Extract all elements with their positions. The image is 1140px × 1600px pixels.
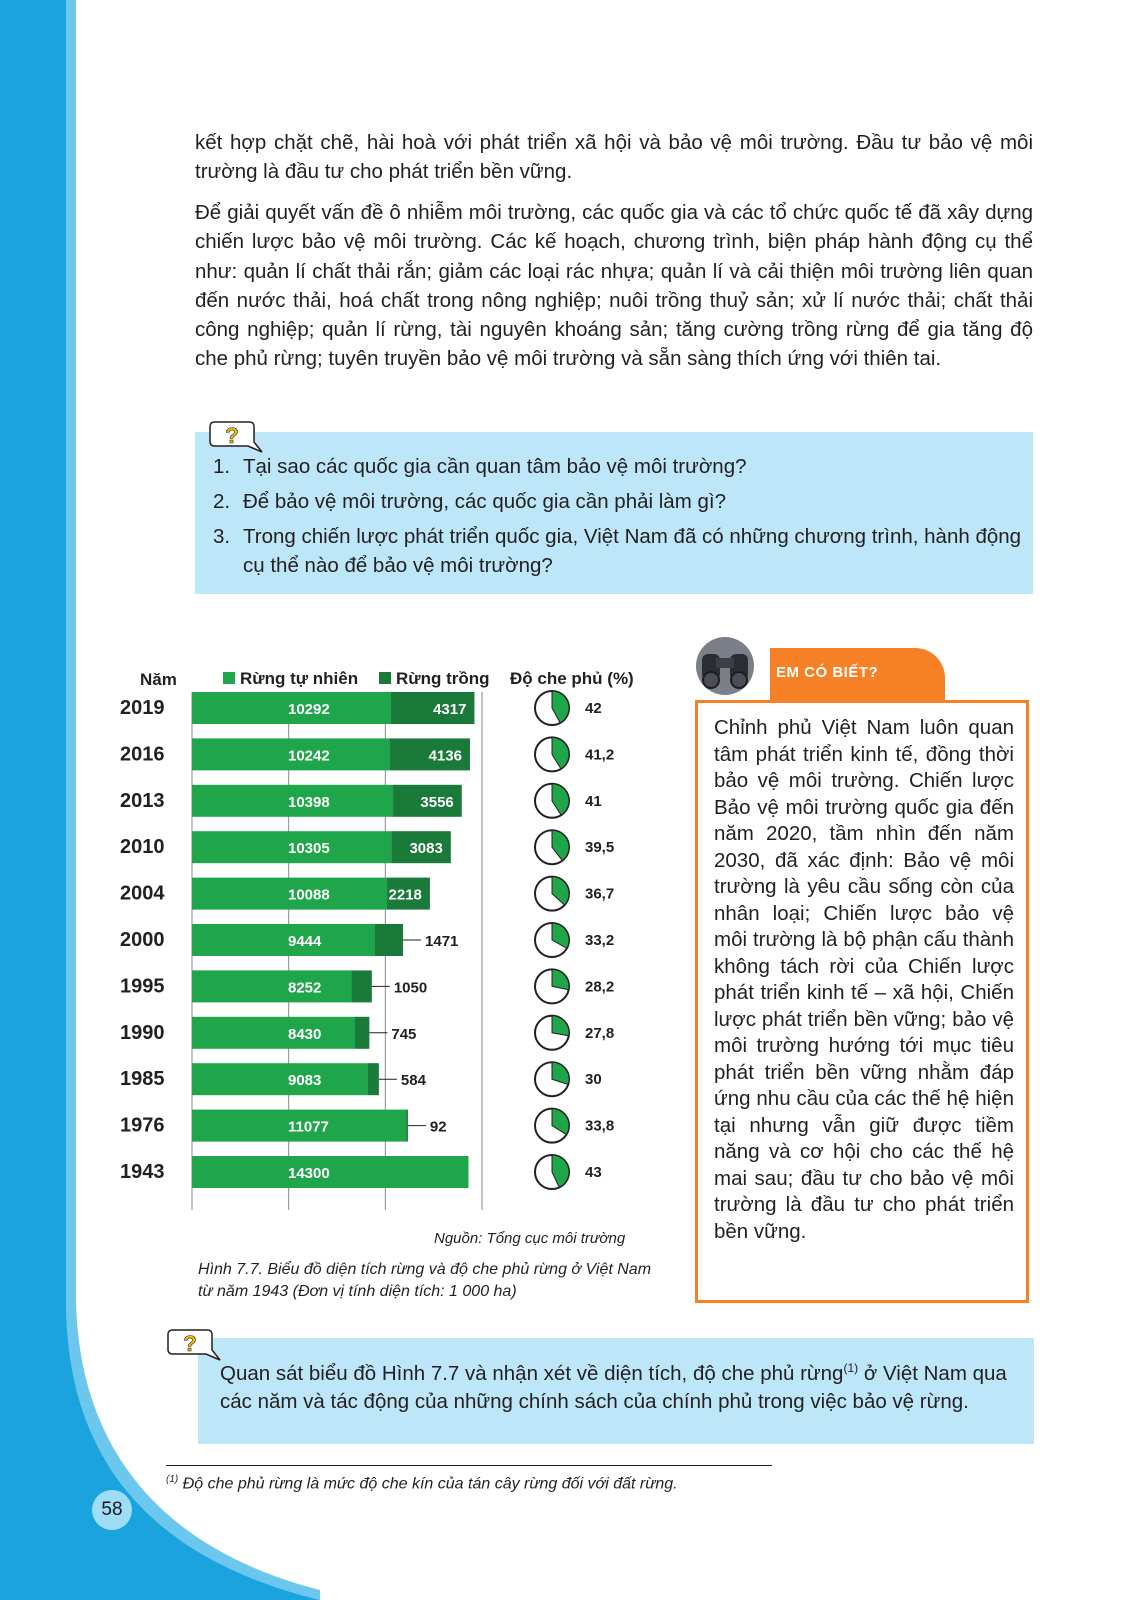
bar-planted-label: 4317 <box>433 701 467 718</box>
bar-planted <box>368 1063 379 1095</box>
page-number: 58 <box>92 1490 132 1530</box>
bar-natural-label: 11077 <box>288 1118 329 1136</box>
bar-natural-label: 10292 <box>288 701 330 718</box>
bar-natural-label: 8430 <box>288 1025 322 1043</box>
category-label: 2010 <box>120 836 165 859</box>
body-paragraph-1: kết hợp chặt chẽ, hài hoà với phát triển xã hội và bảo vệ môi trường. Đầu tư bảo vệ môi trường là đầu tư cho phát triển bền vững. <box>195 131 1033 184</box>
bar-natural-label: 14300 <box>288 1165 330 1182</box>
question-mark-icon <box>208 418 264 458</box>
cover-percent-label: 42 <box>585 700 602 717</box>
legend-natural-label: Rừng tự nhiên <box>240 669 359 688</box>
bar-natural <box>192 1063 368 1095</box>
bar-planted-label: 584 <box>400 1072 426 1090</box>
body-paragraph-2: Để giải quyết vấn đề ô nhiễm môi trường, các quốc gia và các tổ chức quốc tế đã xây dựng chiến lược bảo vệ môi trường. Các kế hoạch, chương trình, biện pháp hành động cụ thể như: quản lí chất thải rắn; giảm các loại rác nhựa; quản lí và cải thiện môi trường liên quan đến nước thải, hoá chất trong nông nghiệp; nuôi trồng thuỷ sản; xử lí nước thải; chất thải công nghiệp; quản lí rừng, tài nguyên khoáng sản; tăng cường trồng rừng để gia tăng độ che phủ rừng; tuyên truyền bảo vệ môi trường và sẵn sàng thích ứng với thiên tai. <box>195 201 1033 371</box>
cover-percent-label: 41,2 <box>585 746 615 764</box>
cover-percent-label: 33,2 <box>585 932 615 949</box>
category-label: 1943 <box>120 1161 165 1183</box>
bar-planted <box>352 970 372 1002</box>
bar-planted <box>355 1017 369 1049</box>
cover-percent-label: 28,2 <box>585 978 615 996</box>
bar-planted-label: 3083 <box>409 840 443 858</box>
binoculars-icon <box>690 636 760 696</box>
question-2-text <box>220 1354 1020 1416</box>
bar-natural <box>192 1156 468 1188</box>
legend-natural-swatch <box>223 672 235 684</box>
question-text: Để bảo vệ môi trường, các quốc gia cần phải làm gì? <box>243 490 726 513</box>
bar-planted-label: 4136 <box>428 747 462 765</box>
bar-planted-label: 1471 <box>425 933 459 950</box>
cover-percent-label: 39,5 <box>585 839 615 857</box>
bar-planted <box>375 924 403 956</box>
question-number: 2. <box>213 490 231 513</box>
legend-cover-label: Độ che phủ (%) <box>510 669 634 688</box>
question-number: 1. <box>213 455 231 478</box>
question-mark-icon <box>166 1326 222 1366</box>
did-you-know-text: Chỉnh phủ Việt Nam luôn quan tâm phát triển kinh tế, đồng thời bảo vệ môi trường. Chiến lược Bảo vệ môi trường quốc gia đến năm 2020, tầm nhìn đến năm 2030, đã xác định: Bảo vệ môi trường là yêu cầu sống còn của nhân loại; Chiến lược bảo vệ môi trường là bộ phận cấu thành không tách rời của Chiến lược phát triển kinh tế – xã hội, Chiến lược phát triển bền vững; bảo vệ môi trường hướng tới mục tiêu phát triển bền vững nhằm đáp ứng nhu cầu của các thế hệ hiện tại nhưng vẫn giữ được tiềm năng và cơ hội cho các thế hệ mai sau; đầu tư cho bảo vệ môi trường là đầu tư cho phát triển bền vững. <box>714 716 1014 1243</box>
cover-percent-label: 36,7 <box>585 885 615 903</box>
bar-natural <box>192 1017 355 1049</box>
bar-planted <box>406 1110 408 1142</box>
bar-natural-label: 9444 <box>288 933 322 950</box>
bar-natural-label: 10242 <box>288 747 330 765</box>
category-label: 1990 <box>120 1021 165 1044</box>
chart-year-header: Năm <box>140 670 177 689</box>
bar-natural-label: 8252 <box>288 979 322 997</box>
svg-text:?: ? <box>183 1331 197 1356</box>
category-label: 2004 <box>120 882 165 905</box>
footnote <box>166 1474 678 1493</box>
question-item <box>213 452 1033 481</box>
chart-source: Nguồn: Tổng cục môi trường <box>434 1230 626 1247</box>
bar-natural-label: 10088 <box>288 886 330 904</box>
question-item <box>213 487 1033 516</box>
bar-natural-label: 10398 <box>288 793 330 811</box>
question-box-2 <box>198 1338 1034 1444</box>
bar-natural-label: 10305 <box>288 840 330 858</box>
category-label: 2000 <box>120 929 165 951</box>
cover-pie-slice <box>552 1016 569 1036</box>
category-label: 2019 <box>120 697 165 719</box>
question-text: Tại sao các quốc gia cần quan tâm bảo vệ môi trường? <box>243 455 747 478</box>
bar-planted-label: 745 <box>391 1025 417 1043</box>
cover-percent-label: 27,8 <box>585 1024 615 1042</box>
footnote-reference: (1) <box>843 1361 859 1375</box>
bar-planted-label: 3556 <box>420 793 454 811</box>
category-label: 1995 <box>120 975 165 998</box>
forest-chart <box>110 610 670 1310</box>
legend-planted-swatch <box>379 672 391 684</box>
question-number: 3. <box>213 525 231 548</box>
category-label: 1985 <box>120 1068 165 1091</box>
bar-planted-label: 2218 <box>388 886 422 904</box>
bar-planted-label: 92 <box>429 1118 447 1136</box>
cover-percent-label: 30 <box>585 1071 602 1089</box>
category-label: 2016 <box>120 743 165 766</box>
forest-chart-svg <box>110 610 670 1230</box>
question-2-text-before: Quan sát biểu đồ Hình 7.7 và nhận xét về diện tích, độ che phủ rừng <box>220 1361 844 1385</box>
cover-pie-slice <box>552 969 569 989</box>
bar-natural <box>192 924 375 956</box>
question-box-1 <box>195 432 1033 594</box>
question-2-text-after: ở Việt Nam qua các năm và tác động của những chính sách của chính phủ trong việc bảo vệ rừng. <box>220 1361 1007 1413</box>
cover-percent-label: 43 <box>585 1164 602 1181</box>
did-you-know-box <box>695 700 1029 1303</box>
bar-planted-label: 1050 <box>393 979 428 997</box>
bar-natural <box>192 970 352 1002</box>
svg-text:?: ? <box>225 423 239 448</box>
category-label: 1976 <box>120 1114 165 1137</box>
footnote-divider <box>166 1465 772 1466</box>
question-item <box>213 522 1033 580</box>
cover-percent-label: 33,8 <box>585 1117 615 1135</box>
category-label: 2013 <box>120 789 165 812</box>
footnote-text: Độ che phủ rừng là mức độ che kín của tán cây rừng đối với đất rừng. <box>178 1475 678 1493</box>
footnote-mark: (1) <box>166 1474 179 1485</box>
cover-percent-label: 41 <box>585 792 602 810</box>
chart-caption: Hình 7.7. Biểu đồ diện tích rừng và độ che phủ rừng ở Việt Nam từ năm 1943 (Đơn vị tính diện tích: 1 000 ha) <box>198 1261 652 1300</box>
did-you-know-title: EM CÓ BIẾT? <box>776 664 879 681</box>
bar-natural-label: 9083 <box>288 1072 322 1090</box>
legend-planted-label: Rừng trồng <box>396 669 490 688</box>
question-list <box>213 452 1033 586</box>
question-text: Trong chiến lược phát triển quốc gia, Việt Nam đã có những chương trình, hành động cụ thể nào để bảo vệ môi trường? <box>243 525 1022 577</box>
